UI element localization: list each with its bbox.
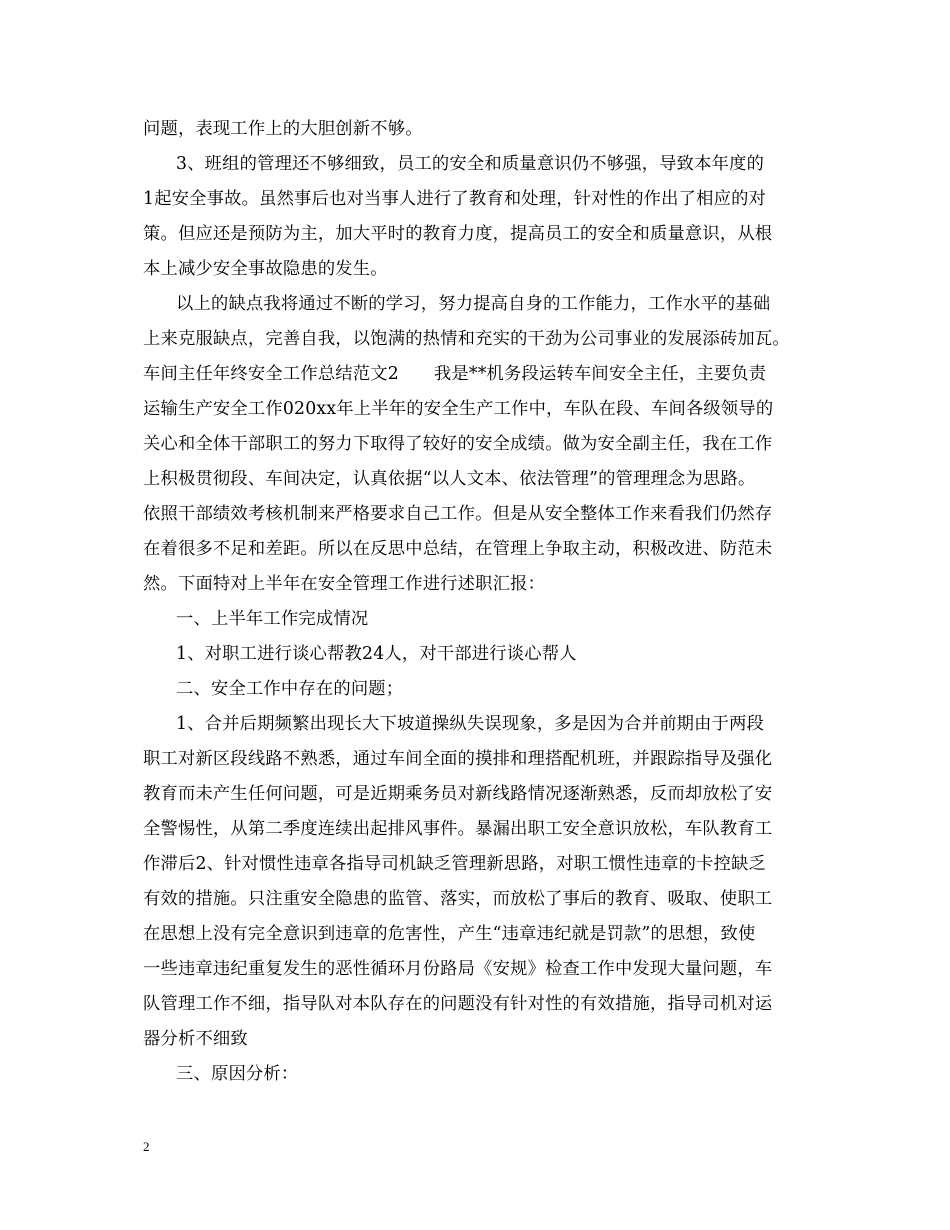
- text-line: 1起安全事故。虽然事后也对当事人进行了教育和处理，针对性的作出了相应的对: [143, 189, 767, 209]
- text-line: 在思想上没有完全意识到违章的危害性，产生“违章违纪就是罚款”的思想，致使: [143, 924, 756, 944]
- text-line: 问题，表现工作上的大胆创新不够。: [143, 119, 423, 139]
- text-line: 上积极贯彻段、车间决定，认真依据“以人文本、依法管理”的管理理念为思路。: [143, 469, 756, 489]
- text-line: 1、对职工进行谈心帮教24人，对干部进行谈心帮人: [176, 644, 577, 664]
- text-line: 全警惕性，从第二季度连续出起排风事件。暴漏出职工安全意识放松，车队教育工: [143, 819, 773, 839]
- text-line: 器分析不细致: [143, 1029, 248, 1049]
- text-line: 3、班组的管理还不够细致，员工的安全和质量意识仍不够强，导致本年度的: [176, 154, 765, 174]
- text-line: 依照干部绩效考核机制来严格要求自己工作。但是从安全整体工作来看我们仍然存: [143, 504, 773, 524]
- page-number: 2: [143, 1139, 150, 1154]
- text-line: 策。但应还是预防为主，加大平时的教育力度，提高员工的安全和质量意识，从根: [143, 224, 773, 244]
- text-line: 车间主任年终安全工作总结范文2 我是**机务段运转车间安全主任，主要负责: [143, 364, 767, 384]
- text-line: 作滞后2、针对惯性违章各指导司机缺乏管理新思路，对职工惯性违章的卡控缺乏: [143, 854, 767, 874]
- text-line: 队管理工作不细，指导队对本队存在的问题没有针对性的有效措施，指导司机对运: [143, 994, 773, 1014]
- text-line: 一些违章违纪重复发生的恶性循环月份路局《安规》检查工作中发现大量问题，车: [143, 959, 773, 979]
- text-line: 关心和全体干部职工的努力下取得了较好的安全成绩。做为安全副主任，我在工作: [143, 434, 773, 454]
- text-line: 上来克服缺点，完善自我，以饱满的热情和充实的干劲为公司事业的发展添砖加瓦。: [143, 329, 790, 349]
- text-line: 运输生产安全工作020xx年上半年的安全生产工作中，车队在段、车间各级领导的: [143, 399, 774, 419]
- section-heading: 二、安全工作中存在的问题；: [176, 679, 404, 699]
- text-line: 有效的措施。只注重安全隐患的监管、落实，而放松了事后的教育、吸取、使职工: [143, 889, 773, 909]
- text-line: 教育而未产生任何问题，可是近期乘务员对新线路情况逐渐熟悉，反而却放松了安: [143, 784, 773, 804]
- text-line: 然。下面特对上半年在安全管理工作进行述职汇报：: [143, 574, 546, 594]
- text-line: 本上减少安全事故隐患的发生。: [143, 259, 388, 279]
- text-line: 职工对新区段线路不熟悉，通过车间全面的摸排和理搭配机班，并跟踪指导及强化: [143, 749, 773, 769]
- section-heading: 三、原因分析：: [176, 1064, 299, 1084]
- text-line: 在着很多不足和差距。所以在反思中总结，在管理上争取主动，积极改进、防范未: [143, 539, 773, 559]
- text-line: 1、合并后期频繁出现长大下坡道操纵失误现象，多是因为合并前期由于两段: [176, 714, 765, 734]
- section-heading: 一、上半年工作完成情况: [176, 609, 369, 629]
- text-line: 以上的缺点我将通过不断的学习，努力提高自身的工作能力，工作水平的基础: [176, 294, 771, 314]
